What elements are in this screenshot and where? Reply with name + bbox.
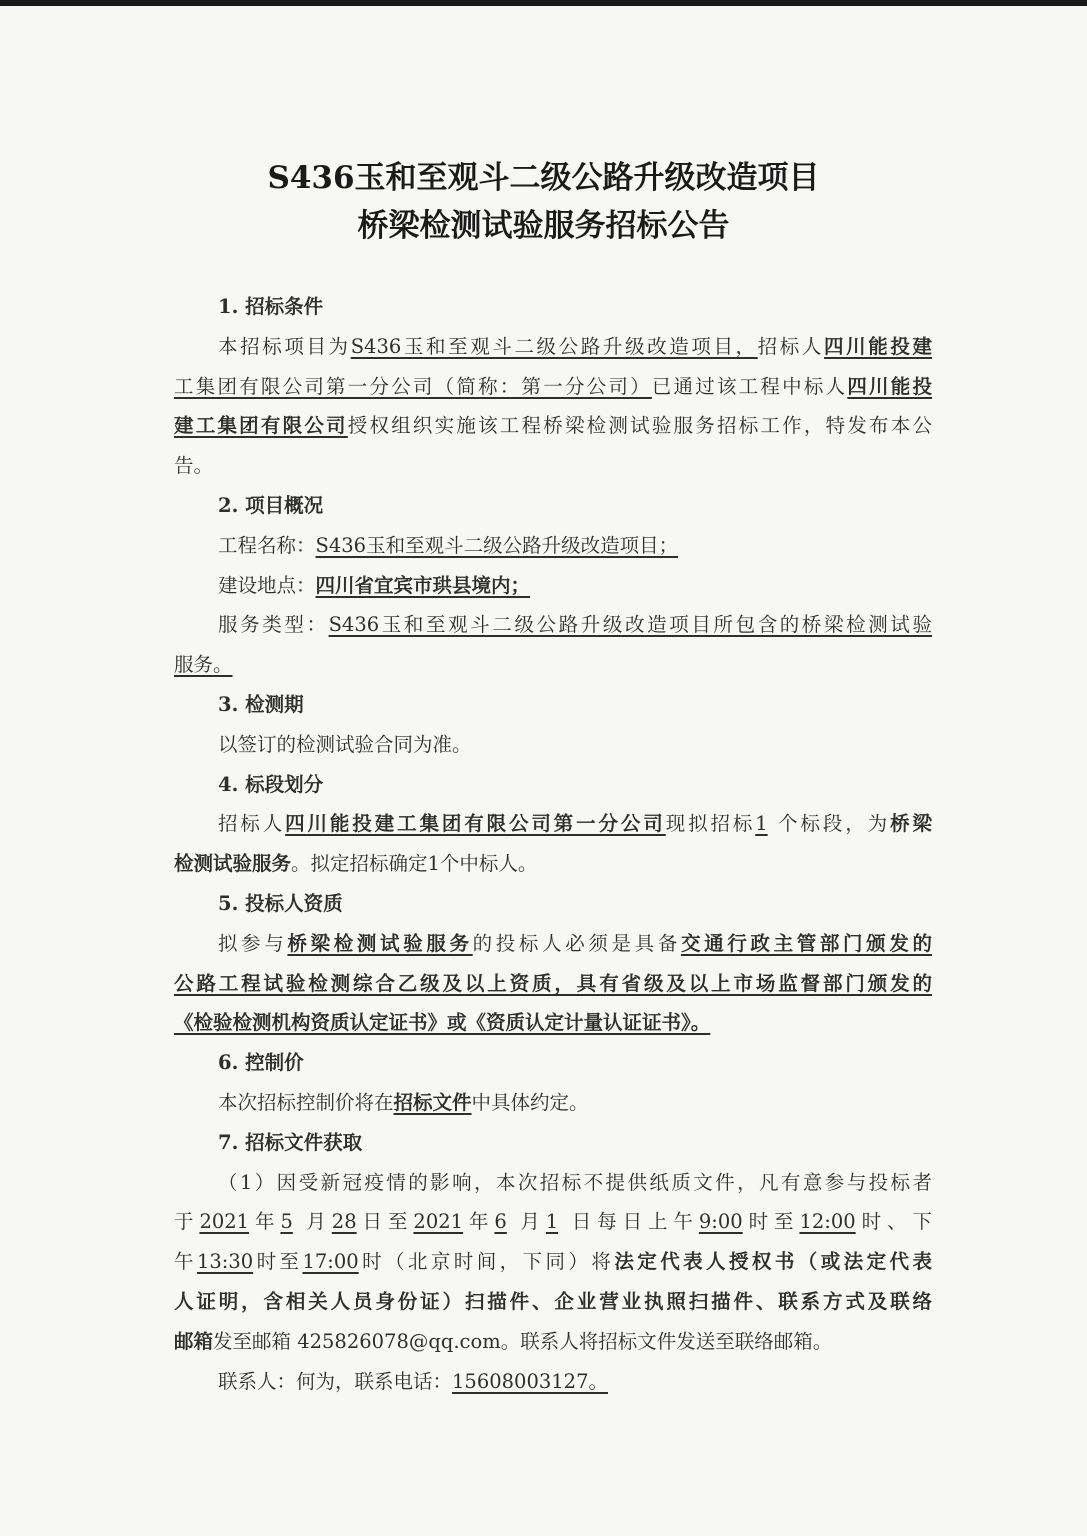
email-text: 发至邮箱 425826078@qq.com。联系人将招标文件发送至联络邮箱。 xyxy=(213,1329,833,1353)
text: 的投标人必须是具备 xyxy=(472,931,681,955)
tenderer-name: 四川能投建工集团有限公司第一分公司 xyxy=(285,812,666,836)
scan-top-border xyxy=(0,0,1087,6)
section-heading: 4. 标段划分 xyxy=(218,772,324,796)
time: 9:00 xyxy=(698,1210,743,1234)
document-title: S436玉和至观斗二级公路升级改造项目 xyxy=(267,160,820,196)
service-name: 检测试验服务 xyxy=(174,852,292,876)
text: 月 xyxy=(300,1210,332,1234)
text: 已通过该工程中标人 xyxy=(651,374,848,398)
text: 。拟定招标确定1个中标人。 xyxy=(291,852,538,876)
document-body xyxy=(174,287,932,1401)
paragraph-line xyxy=(174,327,932,367)
required-documents: 法定代表人授权书（或法定代表 xyxy=(614,1250,932,1274)
section-heading: 1. 招标条件 xyxy=(218,295,324,318)
text: 时至 xyxy=(253,1250,303,1274)
text: 本次招标控制价将在 xyxy=(218,1090,394,1114)
text: 日每日上午 xyxy=(565,1210,699,1234)
qualification-line: 公路工程试验检测综合乙级及以上资质，具有省级及以上市场监督部门颁发的 xyxy=(174,971,932,995)
paragraph-line xyxy=(174,844,932,884)
contact-line xyxy=(174,1362,932,1402)
field-label: 工程名称： xyxy=(218,533,316,557)
day: 28 xyxy=(331,1210,357,1234)
text: 日至 xyxy=(356,1210,414,1234)
service-name: 桥梁检测试验服务 xyxy=(287,931,473,955)
document-subtitle: 桥梁检测试验服务招标公告 xyxy=(357,208,730,244)
service-type-row xyxy=(174,605,932,645)
paragraph-line xyxy=(174,1083,932,1123)
year: 2021 xyxy=(413,1210,464,1234)
service-name: 桥梁 xyxy=(890,812,932,836)
text: 招标人 xyxy=(218,812,286,836)
lot-count: 1 xyxy=(755,812,768,836)
paragraph-line xyxy=(174,367,932,407)
text: 本招标项目为 xyxy=(218,334,351,358)
text: 时、下 xyxy=(855,1210,932,1234)
field-value: 服务。 xyxy=(174,653,233,677)
qualification: 《检验检测机构资质认定证书》或《资质认定计量认证证书》。 xyxy=(174,1011,711,1035)
field-label: 服务类型： xyxy=(218,613,329,637)
section-heading: 6. 控制价 xyxy=(218,1051,304,1075)
text: 授权组织实施该工程桥梁检测试验服务招标工作，特发布本公 xyxy=(347,414,932,438)
text: 午 xyxy=(174,1250,197,1274)
section-heading: 5. 投标人资质 xyxy=(218,891,343,915)
paragraph-line xyxy=(174,645,932,685)
section-heading: 7. 招标文件获取 xyxy=(218,1130,363,1154)
field-value: 四川省宜宾市珙县境内； xyxy=(315,573,531,597)
date-line xyxy=(174,1202,932,1242)
text: 中具体约定。 xyxy=(471,1090,589,1114)
paragraph-line: （1）因受新冠疫情的影响，本次招标不提供纸质文件，凡有意参与投标者 xyxy=(218,1170,932,1194)
required-documents: 邮箱 xyxy=(174,1329,214,1353)
contact-phone: 15608003127。 xyxy=(452,1369,608,1393)
tenderer-name: 工集团有限公司第一分公司（简称：第一分公司） xyxy=(174,374,652,398)
text: 月 xyxy=(514,1210,546,1234)
month: 5 xyxy=(280,1210,293,1234)
text: 时（北京时间，下同）将 xyxy=(358,1250,615,1274)
day: 1 xyxy=(545,1210,559,1234)
field-label: 建设地点： xyxy=(218,573,316,597)
time: 17:00 xyxy=(302,1250,359,1274)
paragraph-line: 以签订的检测试验合同为准。 xyxy=(218,732,472,756)
paragraph-line xyxy=(174,924,932,964)
required-documents-line: 人证明，含相关人员身份证）扫描件、企业营业执照扫描件、联系方式及联络 xyxy=(174,1289,932,1313)
paragraph-line: 告。 xyxy=(174,454,214,478)
text: 现拟招标 xyxy=(665,812,756,836)
text: 于 xyxy=(174,1210,200,1234)
section-heading: 3. 检测期 xyxy=(218,692,304,716)
winning-bidder: 建工集团有限公司 xyxy=(174,414,348,438)
contact-label: 联系人：何为，联系电话： xyxy=(218,1369,453,1393)
section-heading: 2. 项目概况 xyxy=(218,493,324,517)
field-value: S436玉和至观斗二级公路升级改造项目所包含的桥梁检测试验 xyxy=(328,613,932,637)
year: 2021 xyxy=(199,1210,250,1234)
text: 年 xyxy=(463,1210,495,1234)
field-value: S436玉和至观斗二级公路升级改造项目； xyxy=(315,533,679,557)
tenderer-name: 四川能投建 xyxy=(824,334,932,358)
paragraph-line xyxy=(174,406,932,446)
paragraph-line xyxy=(174,1003,932,1043)
text: 个标段，为 xyxy=(775,812,891,836)
email-line xyxy=(174,1322,932,1362)
time: 12:00 xyxy=(799,1210,856,1234)
winning-bidder: 四川能投 xyxy=(847,374,932,398)
project-name-row xyxy=(174,526,932,566)
qualification: 交通行政主管部门颁发的 xyxy=(680,931,932,955)
paragraph-line xyxy=(174,804,932,844)
project-name: S436玉和至观斗二级公路升级改造项目， xyxy=(350,334,758,358)
text: 拟参与 xyxy=(218,931,288,955)
text: 年 xyxy=(249,1210,281,1234)
project-site-row xyxy=(174,566,932,606)
month: 6 xyxy=(494,1210,507,1234)
time-line xyxy=(174,1242,932,1282)
text: 时至 xyxy=(742,1210,800,1234)
text: 招标人 xyxy=(757,334,825,358)
tender-document: 招标文件 xyxy=(393,1090,472,1114)
time: 13:30 xyxy=(196,1250,254,1274)
